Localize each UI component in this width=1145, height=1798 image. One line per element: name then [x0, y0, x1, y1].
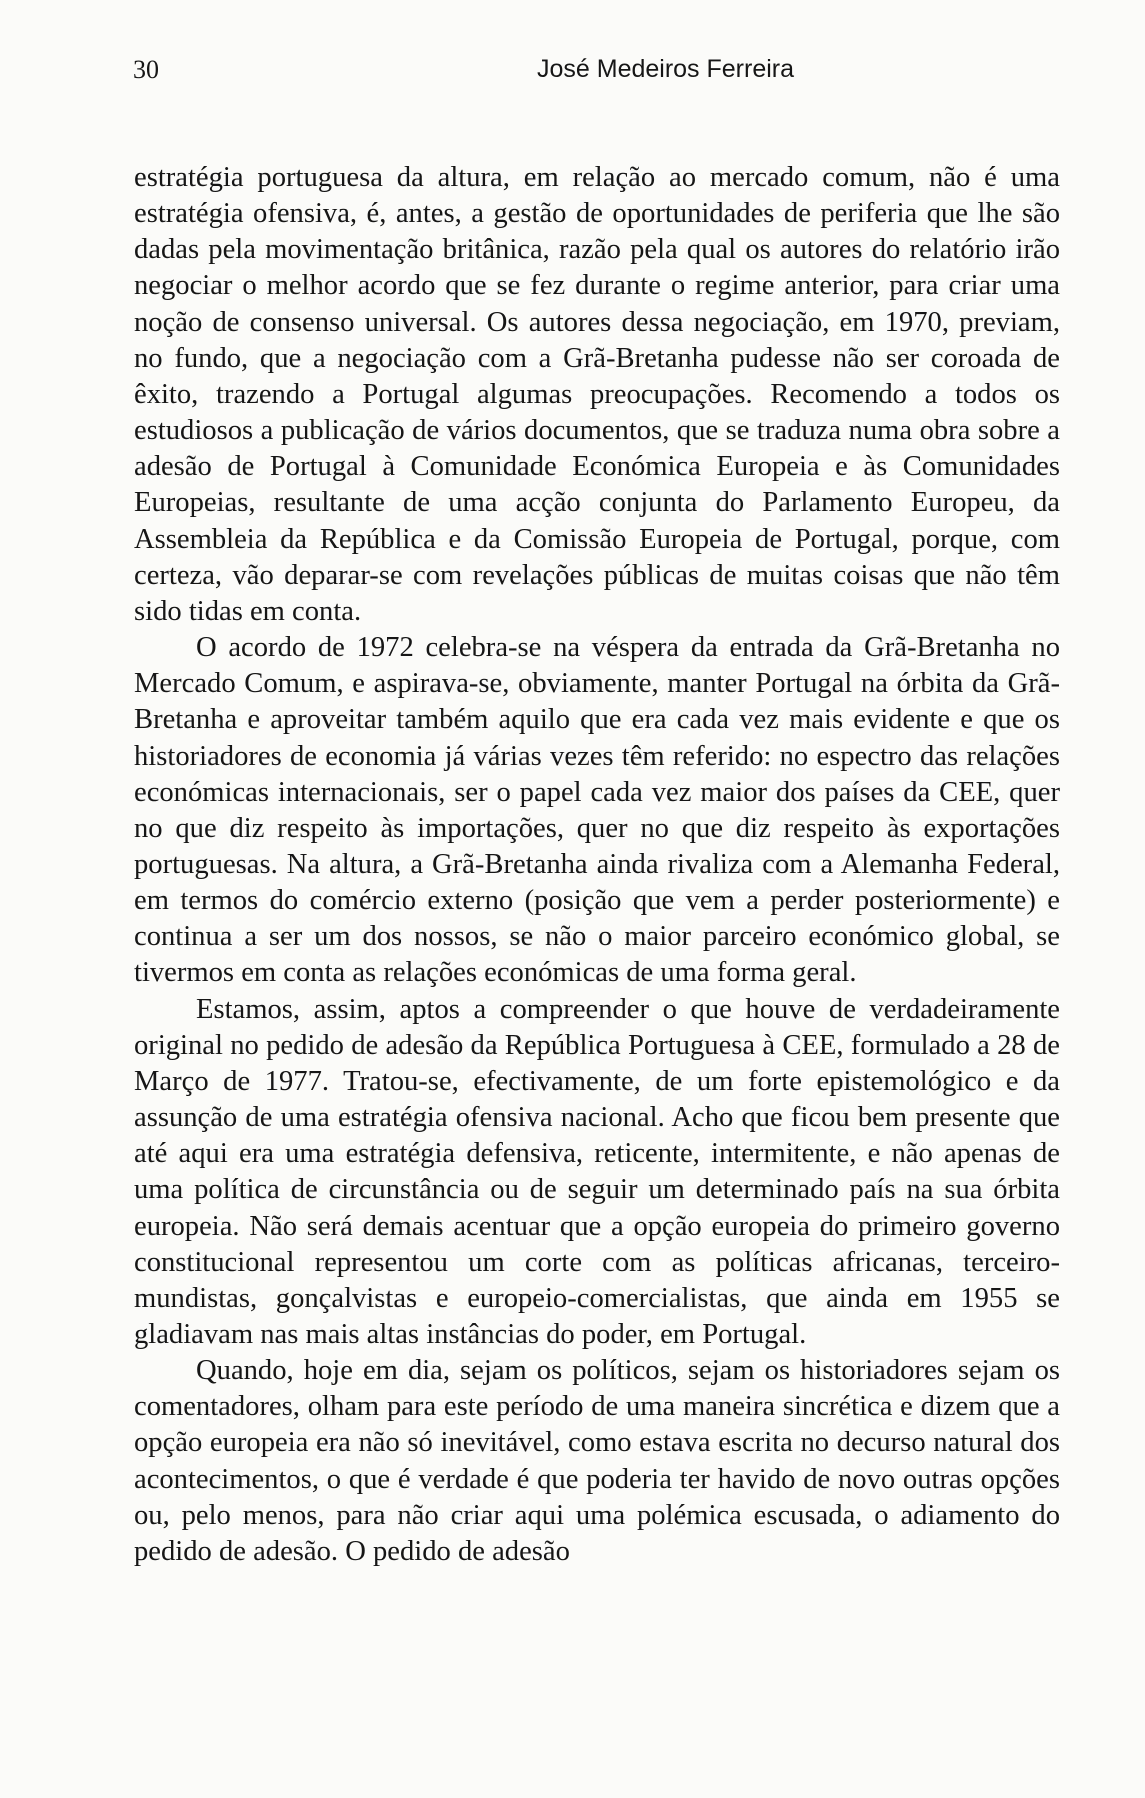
running-head: José Medeiros Ferreira — [536, 55, 795, 83]
body-text — [134, 160, 1060, 1570]
paragraph: O acordo de 1972 celebra-se na véspera da entrada da Grã-Bretanha no Mercado Comum, e aspirava-se, obviamente, manter Portugal na órbita da Grã-Bretanha e aproveitar também aquilo que era cada vez mais evidente e que os historiadores de economia já várias vezes têm referido: no espectro das relações económicas internacionais, ser o papel cada vez maior dos países da CEE, quer no que diz respeito às importações, quer no que diz respeito às exportações portuguesas. Na altura, a Grã-Bretanha ainda rivaliza com a Alemanha Federal, em termos do comércio externo (posição que vem a perder posteriormente) e continua a ser um dos nossos, se não o maior parceiro económico global, se tivermos em conta as relações económicas de uma forma geral. — [134, 632, 1060, 989]
paragraph: Estamos, assim, aptos a compreender o que houve de verdadeiramente original no pedido de adesão da República Portuguesa à CEE, formulado a 28 de Março de 1977. Tratou-se, efectivamente, de um forte epistemológico e da assunção de uma estratégia ofensiva nacional. Acho que ficou bem presente que até aqui era uma estratégia defensiva, reticente, intermitente, e não apenas de uma política de circunstância ou de seguir um determinado país na sua órbita europeia. Não será demais acentuar que a opção europeia do primeiro governo constitucional representou um corte com as políticas africanas, terceiro-mundistas, gonçalvistas e europeio-comercialistas, que ainda em 1955 se gladiavam nas mais altas instâncias do poder, em Portugal. — [134, 993, 1060, 1350]
paragraph: estratégia portuguesa da altura, em relação ao mercado comum, não é uma estratégia ofensiva, é, antes, a gestão de oportunidades de periferia que lhe são dadas pela movimentação britânica, razão pela qual os autores do relatório irão negociar o melhor acordo que se fez durante o regime anterior, para criar uma noção de consenso universal. Os autores dessa negociação, em 1970, previam, no fundo, que a negociação com a Grã-Bretanha pudesse não ser coroada de êxito, trazendo a Portugal algumas preocupações. Recomendo a todos os estudiosos a publicação de vários documentos, que se traduza numa obra sobre a adesão de Portugal à Comunidade Económica Europeia e às Comunidades Europeias, resultante de uma acção conjunta do Parlamento Europeu, da Assembleia da República e da Comissão Europeia de Portugal, porque, com certeza, vão deparar-se com revelações públicas de muitas coisas que não têm sido tidas em conta. — [134, 162, 1060, 627]
page-number: 30 — [133, 55, 159, 84]
paragraph: Quando, hoje em dia, sejam os políticos, sejam os historiadores sejam os comentadores, olham para este período de uma maneira sincrética e dizem que a opção europeia era não só inevitável, como estava escrita no decurso natural dos acontecimentos, o que é verdade é que poderia ter havido de novo outras opções ou, pelo menos, para não criar aqui uma polémica escusada, o adiamento do pedido de adesão. O pedido de adesão — [134, 1355, 1060, 1567]
page-header — [133, 55, 1058, 95]
